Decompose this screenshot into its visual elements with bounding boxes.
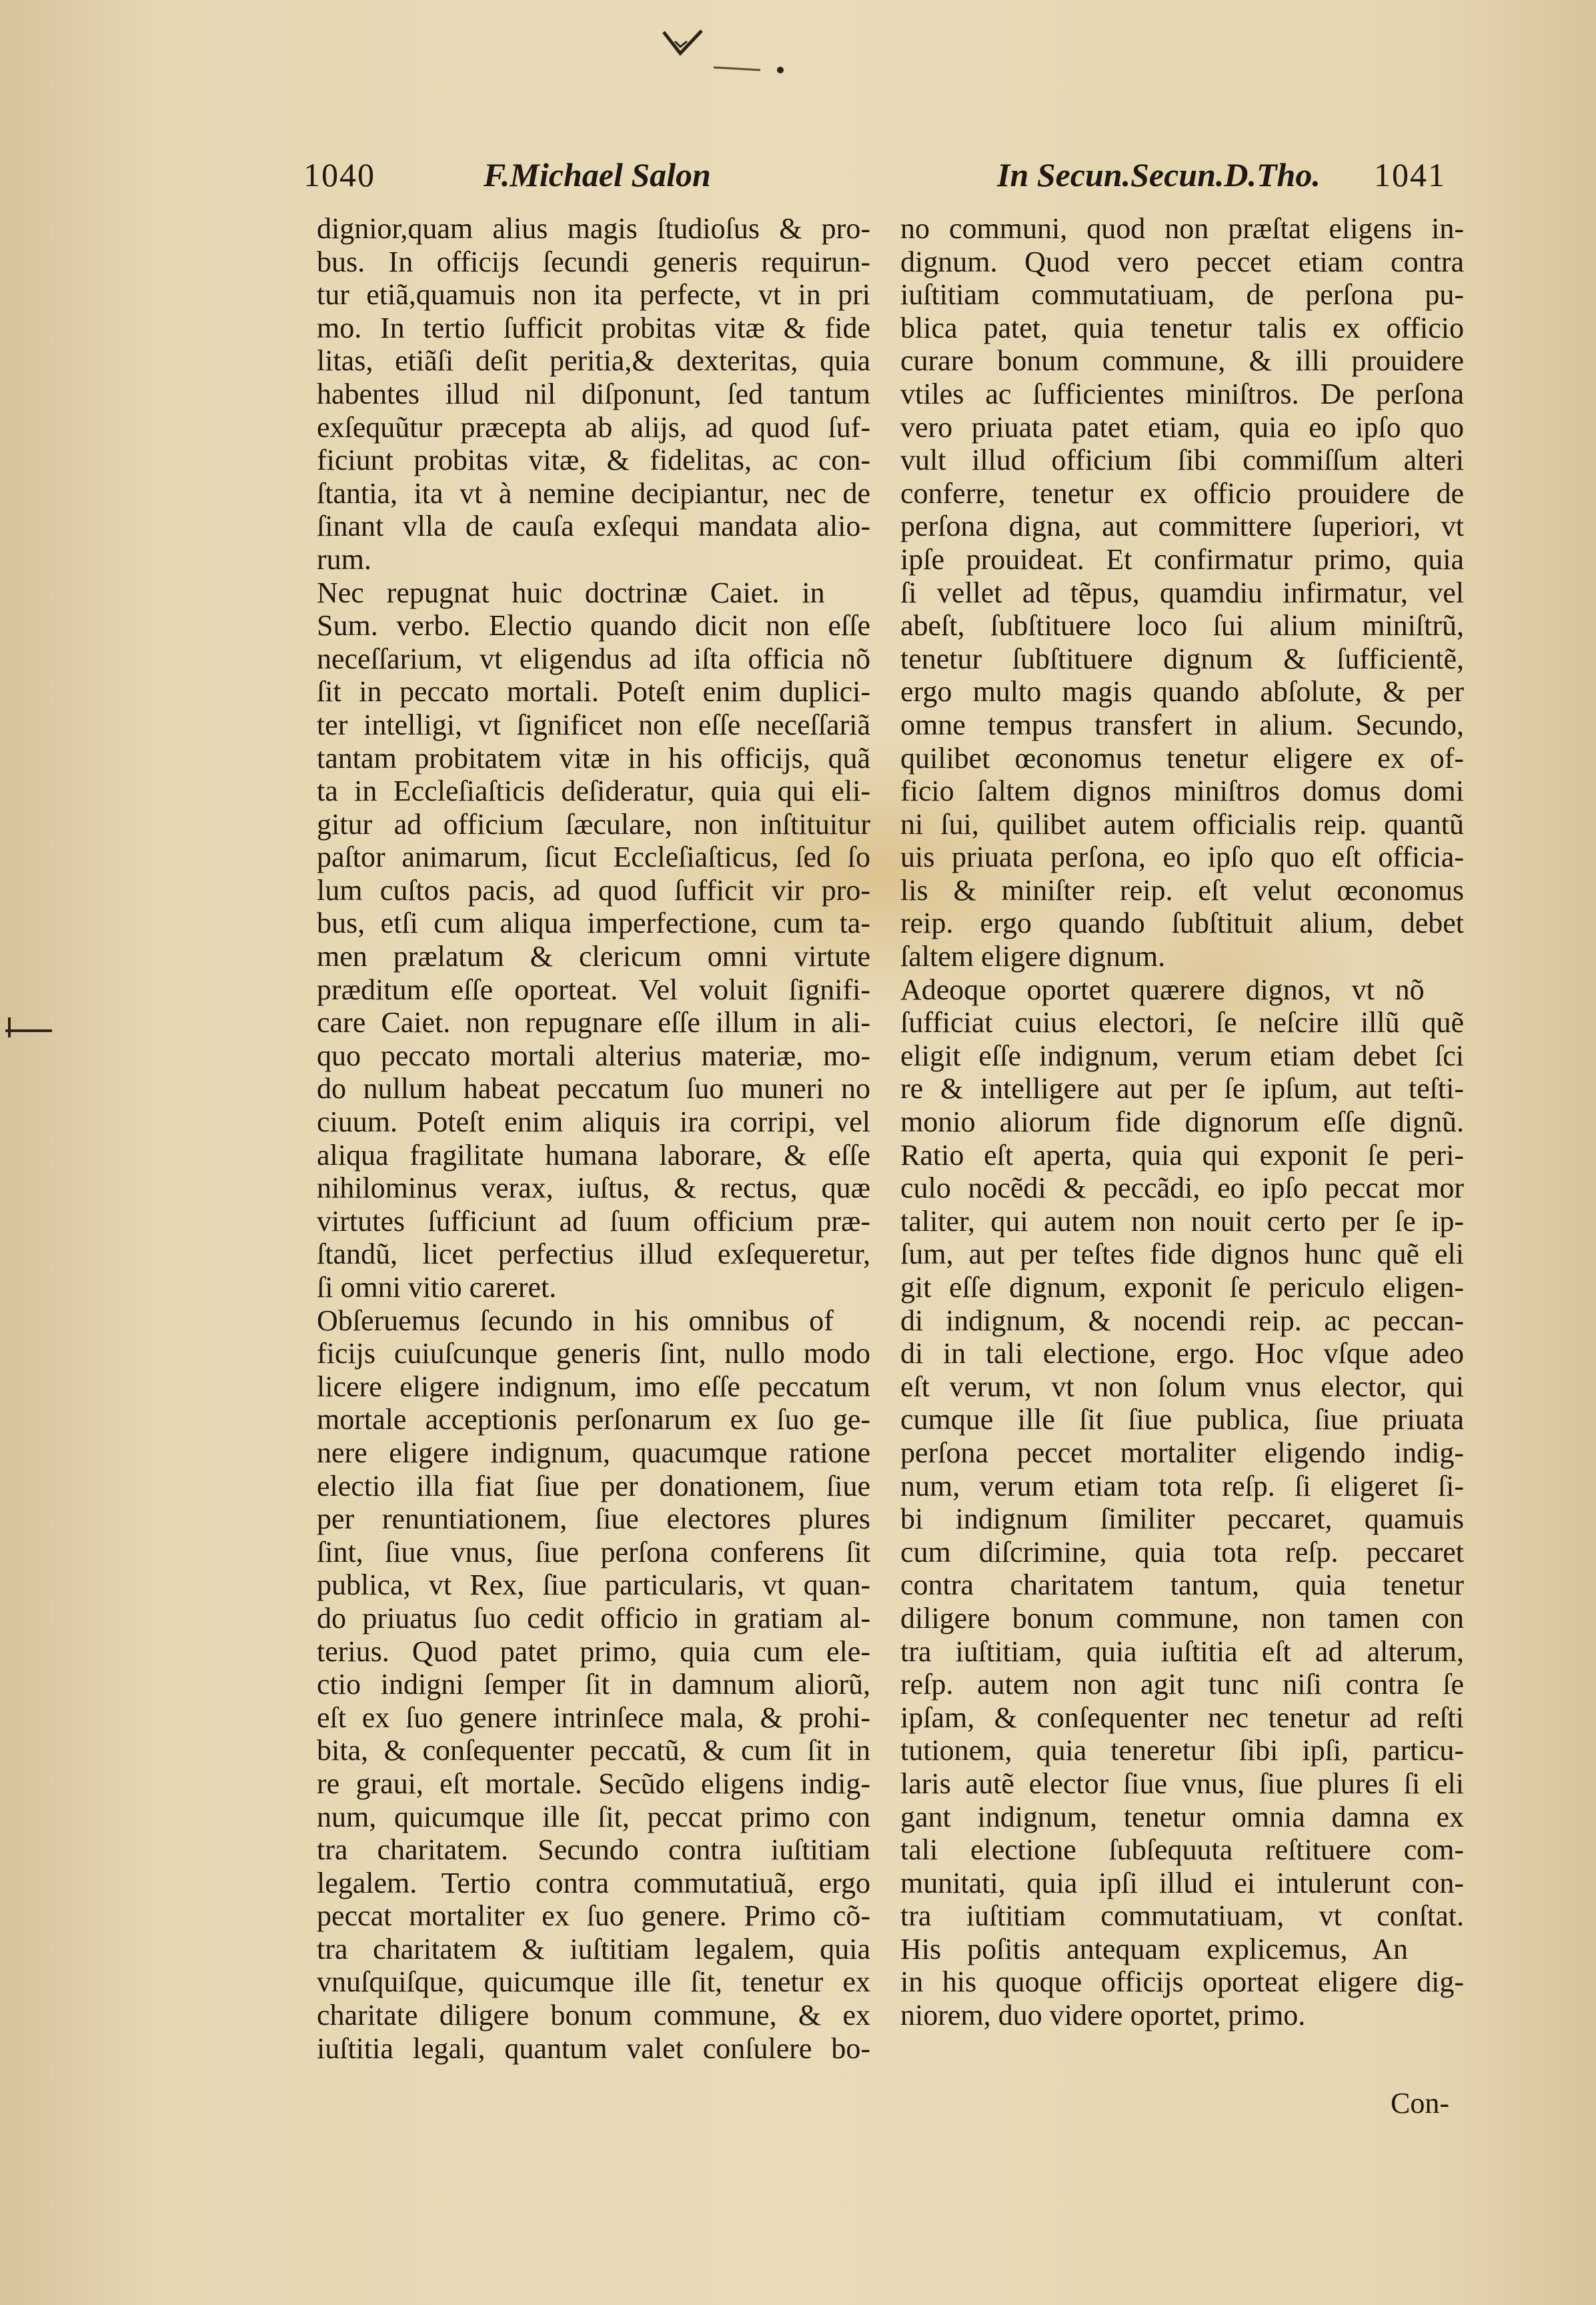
text-line: culo nocẽdi & peccãdi, eo ipſo peccat mor	[900, 1172, 1464, 1205]
text-line: dignum. Quod vero peccet etiam contra	[900, 245, 1464, 278]
text-line: lis & miniſter reip. eſt velut œconomus	[900, 873, 1464, 907]
text-line: num, verum etiam tota reſp. ſi eligeret ſi-	[900, 1469, 1464, 1502]
text-line: git eſſe dignum, exponit ſe periculo eligen-	[900, 1271, 1464, 1304]
text-line: neceſſarium, vt eligendus ad iſta officia nõ	[317, 642, 870, 675]
text-line: quilibet œconomus tenetur eligere ex of-	[900, 741, 1464, 775]
right-page-number: 1041	[1374, 156, 1446, 193]
text-line: bita, & conſequenter peccatũ, & cum ſit in	[317, 1734, 870, 1767]
text-line: reſp. autem non agit tunc niſi contra ſe	[900, 1668, 1464, 1701]
text-line: bus, etſi cum aliqua imperfectione, cum ta-	[317, 907, 870, 940]
text-line: perſona digna, aut committere ſuperiori, vt	[900, 510, 1464, 543]
text-line: ſufficiat cuius electori, ſe neſcire illũ quẽ	[900, 1006, 1464, 1039]
text-line: cum diſcrimine, quia tota reſp. peccaret	[900, 1535, 1464, 1568]
left-text-column	[317, 212, 870, 2065]
text-line: vero priuata patet etiam, quia eo ipſo quo	[900, 410, 1464, 444]
text-line: omne tempus transfert in alium. Secundo,	[900, 708, 1464, 741]
text-line: lum cuſtos pacis, ad quod ſufficit vir pro-	[317, 873, 870, 907]
text-line: eſt ex ſuo genere intrinſece mala, & prohi-	[317, 1701, 870, 1734]
text-line: eſt verum, vt non ſolum vnus elector, qui	[900, 1370, 1464, 1403]
text-line: laris autẽ elector ſiue vnus, ſiue plures ſi eli	[900, 1767, 1464, 1800]
text-line: ſit in peccato mortali. Poteſt enim duplici-	[317, 675, 870, 709]
left-running-title: F.Michael Salon	[484, 156, 711, 193]
text-line: His poſitis antequam explicemus, An	[900, 1932, 1408, 1965]
text-line: taliter, qui autem non nouit certo per ſe ip-	[900, 1204, 1464, 1238]
text-line: licere eligere indignum, imo eſſe peccatum	[317, 1370, 870, 1403]
text-line: di indignum, & nocendi reip. ac peccan-	[900, 1304, 1464, 1337]
text-line: ſaltem eligere dignum.	[900, 940, 1166, 973]
text-line: abeſt, ſubſtituere loco ſui alium miniſtrũ,	[900, 609, 1464, 642]
text-line: Nec repugnat huic doctrinæ Caiet. in	[317, 576, 825, 609]
text-line: ter intelligi, vt ſignificet non eſſe neceſſariã	[317, 708, 870, 741]
text-line: vnuſquiſque, quicumque ille ſit, tenetur ex	[317, 1965, 870, 1999]
text-line: tutionem, quia teneretur ſibi ipſi, particu-	[900, 1734, 1464, 1767]
text-line: charitate diligere bonum commune, & ex	[317, 1999, 870, 2032]
text-line: rum.	[317, 542, 371, 576]
text-line: care Caiet. non repugnare eſſe illum in ali-	[317, 1006, 870, 1039]
text-line: ciuum. Poteſt enim aliquis ira corripi, vel	[317, 1105, 870, 1139]
text-line: litas, etiãſi deſit peritia,& dexteritas, quia	[317, 344, 870, 378]
text-line: perſona peccet mortaliter eligendo indig-	[900, 1436, 1464, 1469]
text-line: ficio ſaltem dignos miniſtros domus domi	[900, 775, 1464, 808]
text-line: no communi, quod non præſtat eligens in-	[900, 212, 1464, 245]
text-line: vult illud officium ſibi commiſſum alteri	[900, 444, 1464, 477]
text-line: dignior,quam alius magis ſtudioſus & pro-	[317, 212, 870, 245]
text-line: ſinant vlla de cauſa exſequi mandata alio-	[317, 510, 870, 543]
text-line: ipſe prouideat. Et confirmatur primo, quia	[900, 542, 1464, 576]
right-running-title: In Secun.Secun.D.Tho.	[997, 156, 1321, 193]
margin-mark	[5, 1029, 52, 1032]
ornament-mark-icon	[660, 27, 707, 60]
text-line: uis priuata perſona, eo ipſo quo eſt officia-	[900, 841, 1464, 874]
text-line: tra iuſtitiam, quia iuſtitia eſt ad alterum,	[900, 1635, 1464, 1668]
text-line: in his quoque officijs oporteat eligere dig-	[900, 1965, 1464, 1999]
text-line: tali electione ſubſequuta reſtituere com-	[900, 1833, 1464, 1867]
text-line: tantam probitatem vitæ in his officijs, quã	[317, 741, 870, 775]
text-line: paſtor animarum, ſicut Eccleſiaſticus, ſed ſo	[317, 841, 870, 874]
text-line: per renuntiationem, ſiue electores plures	[317, 1502, 870, 1536]
text-line: præditum eſſe oporteat. Vel voluit ſignifi-	[317, 973, 870, 1006]
text-line: blica patet, quia tenetur talis ex officio	[900, 311, 1464, 344]
text-line: ficiunt probitas vitæ, & fidelitas, ac con-	[317, 444, 870, 477]
text-line: ergo multo magis quando abſolute, & per	[900, 675, 1464, 709]
text-line: diligere bonum commune, non tamen con	[900, 1601, 1464, 1635]
text-line: monio aliorum fide dignorum eſſe dignũ.	[900, 1105, 1464, 1139]
text-line: reip. ergo quando ſubſtituit alium, debet	[900, 907, 1464, 940]
text-line: num, quicumque ille ſit, peccat primo con	[317, 1800, 870, 1833]
text-line: legalem. Tertio contra commutatiuã, ergo	[317, 1866, 870, 1899]
left-page-number: 1040	[303, 156, 375, 193]
text-line: exſequũtur præcepta ab alijs, ad quod ſuf-	[317, 410, 870, 444]
text-line: do nullum habeat peccatum ſuo muneri no	[317, 1072, 870, 1105]
text-line: iuſtitia legali, quantum valet conſulere bo-	[317, 2031, 870, 2065]
text-line: di in tali electione, ergo. Hoc vſque adeo	[900, 1337, 1464, 1370]
text-line: conferre, tenetur ex officio prouidere de	[900, 476, 1464, 510]
text-line: gant indignum, tenetur omnia damna ex	[900, 1800, 1464, 1833]
text-line: Obſeruemus ſecundo in his omnibus of	[317, 1304, 834, 1337]
text-line: ſi omni vitio careret.	[317, 1271, 557, 1304]
ornament-dash-icon	[714, 63, 787, 77]
text-line: Adeoque oportet quærere dignos, vt nõ	[900, 973, 1425, 1006]
text-line: munitati, quia ipſi illud ei intulerunt con-	[900, 1866, 1464, 1899]
text-line: publica, vt Rex, ſiue particularis, vt quan-	[317, 1568, 870, 1602]
text-line: mortale acceptionis perſonarum ex ſuo ge-	[317, 1403, 870, 1436]
text-line: iuſtitiam commutatiuam, de perſona pu-	[900, 278, 1464, 312]
text-line: ſtantia, ita vt à nemine decipiantur, nec de	[317, 476, 870, 510]
text-line: re graui, eſt mortale. Secũdo eligens indig-	[317, 1767, 870, 1800]
text-line: men prælatum & clericum omni virtute	[317, 940, 870, 973]
text-line: tra charitatem & iuſtitiam legalem, quia	[317, 1932, 870, 1965]
text-line: Ratio eſt aperta, quia qui exponit ſe peri-	[900, 1138, 1464, 1172]
text-line: Sum. verbo. Electio quando dicit non eſſe	[317, 609, 870, 642]
text-line: ni ſui, quilibet autem officialis reip. quantũ	[900, 807, 1464, 841]
text-line: ſum, aut per teſtes fide dignos hunc quẽ eli	[900, 1238, 1464, 1271]
text-line: ficijs cuiuſcunque generis ſint, nullo modo	[317, 1337, 870, 1370]
text-line: contra charitatem tantum, quia tenetur	[900, 1568, 1464, 1602]
text-line: virtutes ſufficiunt ad ſuum officium præ-	[317, 1204, 870, 1238]
text-line: electio illa fiat ſiue per donationem, ſiue	[317, 1469, 870, 1502]
text-line: bus. In officijs ſecundi generis requirun-	[317, 245, 870, 278]
text-line: vtiles ac ſufficientes miniſtros. De perſona	[900, 377, 1464, 410]
text-line: nihilominus verax, iuſtus, & rectus, quæ	[317, 1172, 870, 1205]
text-line: ta in Eccleſiaſticis deſideratur, quia qui eli-	[317, 775, 870, 808]
text-line: tra iuſtitiam commutatiuam, vt conſtat.	[900, 1899, 1464, 1933]
text-line: re & intelligere aut per ſe ipſum, aut teſti-	[900, 1072, 1464, 1105]
text-line: niorem, duo videre oportet, primo.	[900, 1999, 1306, 2032]
text-line: terius. Quod patet primo, quia cum ele-	[317, 1635, 870, 1668]
text-line: cumque ille ſit ſiue publica, ſiue priuata	[900, 1403, 1464, 1436]
text-line: ſtandũ, licet perfectius illud exſequeretur,	[317, 1238, 870, 1271]
text-line: ctio indigni ſemper ſit in damnum aliorũ,	[317, 1668, 870, 1701]
text-line: mo. In tertio ſufficit probitas vitæ & fide	[317, 311, 870, 344]
text-line: nere eligere indignum, quacumque ratione	[317, 1436, 870, 1469]
text-line: tur etiã,quamuis non ita perfecte, vt in pri	[317, 278, 870, 312]
text-line: tenetur ſubſtituere dignum & ſufficientẽ,	[900, 642, 1464, 675]
catchword: Con-	[1391, 2087, 1449, 2120]
text-line: ſint, ſiue vnus, ſiue perſona conferens ſit	[317, 1535, 870, 1568]
right-text-column	[900, 212, 1464, 2032]
text-line: curare bonum commune, & illi prouidere	[900, 344, 1464, 378]
text-line: tra charitatem. Secundo contra iuſtitiam	[317, 1833, 870, 1867]
text-line: ſi vellet ad tẽpus, quamdiu infirmatur, vel	[900, 576, 1464, 609]
text-line: peccat mortaliter ex ſuo genere. Primo cõ-	[317, 1899, 870, 1933]
text-line: ipſam, & conſequenter nec tenetur ad reſti	[900, 1701, 1464, 1734]
text-line: aliqua fragilitate humana laborare, & eſſe	[317, 1138, 870, 1172]
text-line: bi indignum ſimiliter peccaret, quamuis	[900, 1502, 1464, 1536]
text-line: quo peccato mortali alterius materiæ, mo-	[317, 1039, 870, 1072]
text-line: gitur ad officium ſæculare, non inſtituitur	[317, 807, 870, 841]
text-line: habentes illud nil diſponunt, ſed tantum	[317, 377, 870, 410]
text-line: eligit eſſe indignum, verum etiam debet ſci	[900, 1039, 1464, 1072]
text-line: do priuatus ſuo cedit officio in gratiam al-	[317, 1601, 870, 1635]
